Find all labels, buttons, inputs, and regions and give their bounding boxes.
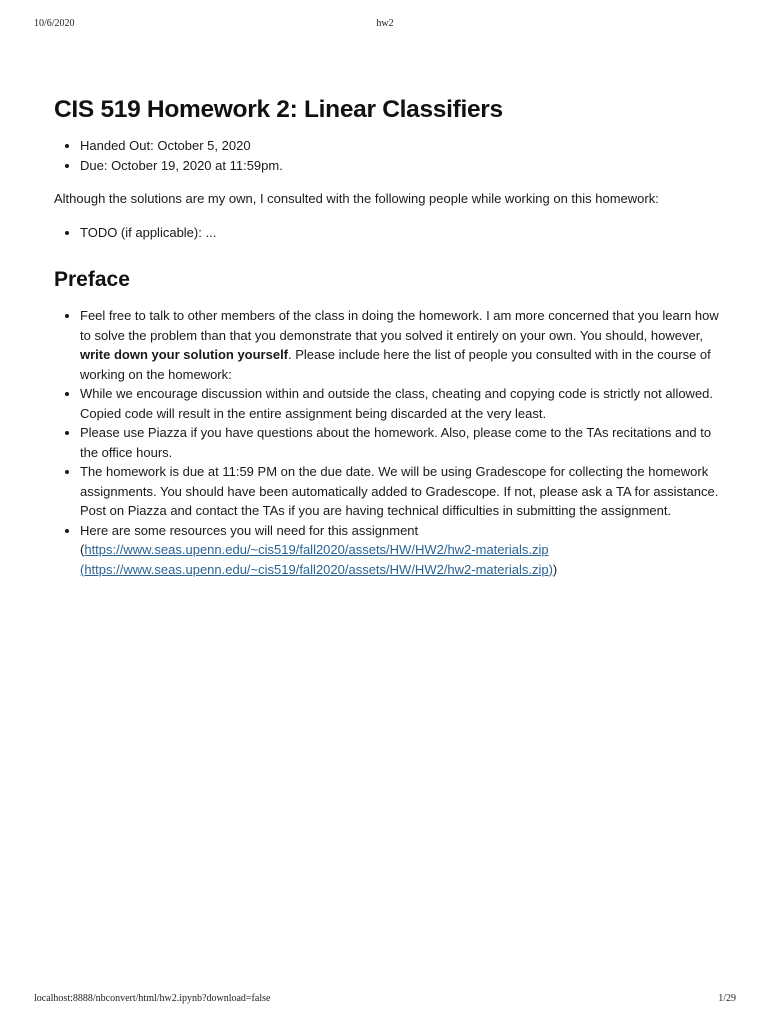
list-item-todo: • TODO (if applicable): ... — [80, 223, 719, 243]
list-item-due: • Due: October 19, 2020 at 11:59pm. — [80, 156, 719, 176]
print-date: 10/6/2020 — [34, 18, 75, 29]
preface-heading: Preface — [54, 268, 130, 291]
preface-item-cheating: • While we encourage discussion within and outside the class, cheating and copying code is strictly not allowed. Copied code will result in the entire assignment being discarded at the very least. — [80, 384, 719, 423]
preface-item-5-text: Here are some resources you will need for this assignment — [80, 522, 419, 538]
notebook-content — [54, 96, 719, 579]
resources-link[interactable]: https://www.seas.upenn.edu/~cis519/fall2020/assets/HW/HW2/hw2-materials.zip (https://www.seas.upenn.edu/~cis519/fall2020/assets/HW/HW2/hw2-materials.zip) — [80, 542, 553, 577]
print-url: localhost:8888/nbconvert/html/hw2.ipynb?download=false — [34, 993, 271, 1004]
open-paren: ( — [80, 542, 85, 557]
preface-item-1-rest: . Please include here the list of people you consulted with in the course of working on the homework: — [80, 347, 711, 382]
preface-item-piazza: • Please use Piazza if you have questions about the homework. Also, please come to the TAs recitations and to the office hours. — [80, 423, 719, 462]
print-title: hw2 — [376, 18, 394, 29]
preface-item-1-text: Feel free to talk to other members of the class in doing the homework. I am more concerned that you learn how to solve the problem than that you demonstrate that you solved it entirely on your own. You should, however, — [80, 308, 719, 343]
preface-item-collaboration — [80, 306, 719, 384]
consult-text: Although the solutions are my own, I consulted with the following people while working on this homework: — [54, 191, 659, 206]
close-paren: ) — [552, 561, 558, 577]
preface-item-due: • The homework is due at 11:59 PM on the due date. We will be using Gradescope for collecting the homework assignments. You should have been automatically added to Gradescope. If not, please ask a TA for assistance. Post on Piazza and contact the TAs if you are having technical difficulties in submitting the assignment. — [80, 462, 719, 521]
list-item-handed-out: • Handed Out: October 5, 2020 — [80, 136, 719, 156]
consult-list — [54, 223, 719, 243]
preface-item-1-bold: write down your solution yourself — [80, 347, 289, 362]
info-list — [54, 136, 719, 175]
page-number: 1/29 — [718, 993, 736, 1004]
page-title: CIS 519 Homework 2: Linear Classifiers — [54, 96, 503, 123]
preface-item-resources — [80, 521, 719, 580]
preface-list — [54, 306, 719, 579]
